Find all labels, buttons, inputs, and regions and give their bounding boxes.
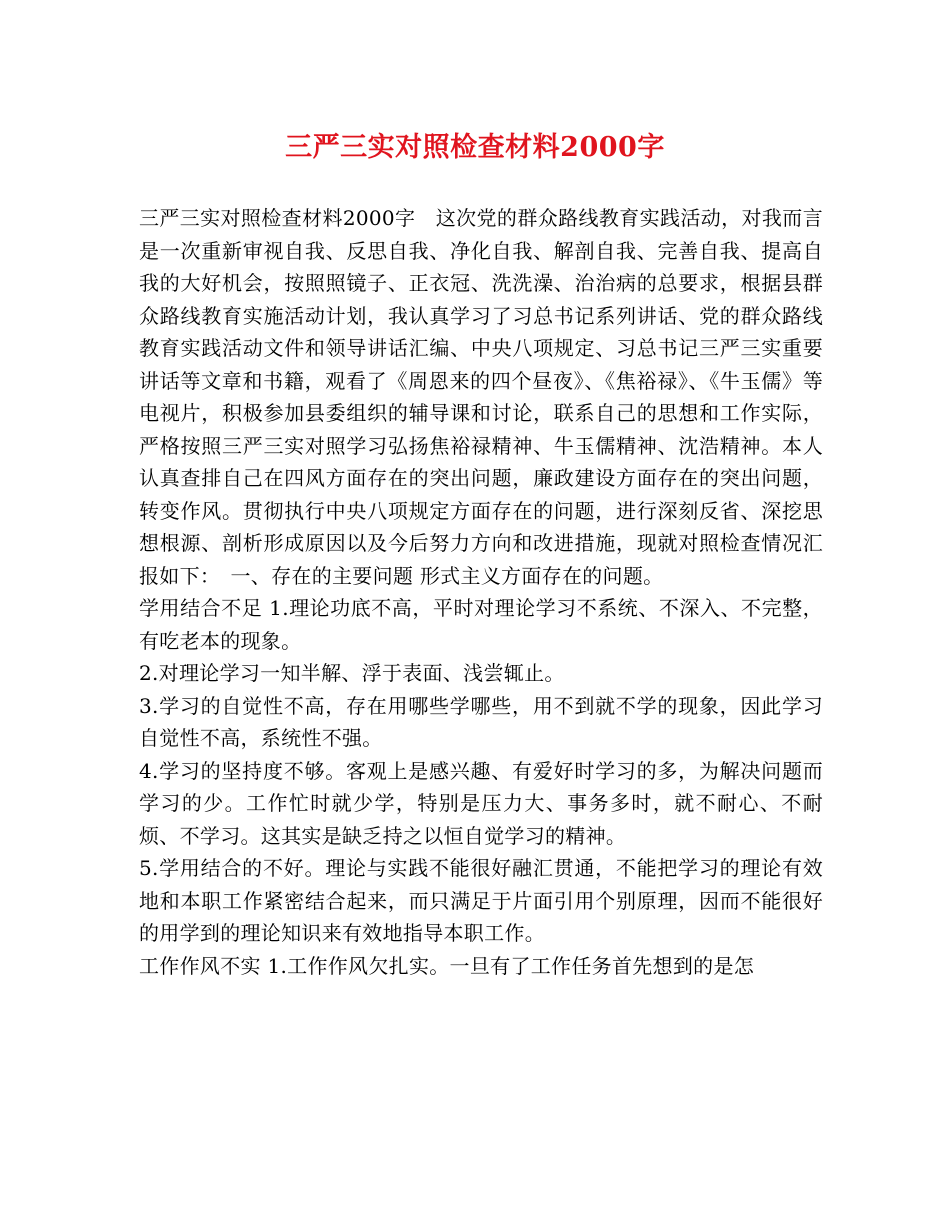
paragraph-item-1: 学用结合不足 1.理论功底不高，平时对理论学习不系统、不深入、不完整，有吃老本的现象。 [139, 596, 823, 653]
paragraph-work-style: 工作作风不实 1.工作作风欠扎实。一旦有了工作任务首先想到的是怎 [139, 953, 755, 978]
paragraph-intro: 三严三实对照检查材料2000字 这次党的群众路线教育实践活动，对我而言是一次重新审视自我、反思自我、净化自我、解剖自我、完善自我、提高自我的大好机会，按照照镜子、正衣冠、洗洗澡、治治病的总要求，根据县群众路线教育实施活动计划，我认真学习了习总书记系列讲话、党的群众路线教育实践活动文件和领导讲话汇编、中央八项规定、习总书记三严三实重要讲话等文章和书籍，观看了《周恩来的四个昼夜》、《焦裕禄》、《牛玉儒》等电视片，积极参加县委组织的辅导课和讨论，联系自己的思想和工作实际，严格按照三严三实对照学习弘扬焦裕禄精神、牛玉儒精神、沈浩精神。本人认真查排自己在四风方面存在的突出问题，廉政建设方面存在的突出问题，转变作风。贯彻执行中央八项规定方面存在的问题，进行深刻反省、深挖思想根源、剖析形成原因以及今后努力方向和改进措施，现就对照检查情况汇报如下： 一、存在的主要问题 形式主义方面存在的问题。 [139, 206, 823, 588]
document-title: 三严三实对照检查材料2000字 [285, 132, 665, 163]
paragraph-item-3: 3.学习的自觉性不高，存在用哪些学哪些，用不到就不学的现象，因此学习自觉性不高，系统性不强。 [139, 693, 823, 750]
paragraph-item-2: 2.对理论学习一知半解、浮于表面、浅尝辄止。 [139, 661, 565, 685]
document-body [139, 202, 823, 982]
paragraph-item-5: 5.学用结合的不好。理论与实践不能很好融汇贯通，不能把学习的理论有效地和本职工作紧密结合起来，而只满足于片面引用个别原理，因而不能很好的用学到的理论知识来有效地指导本职工作。 [139, 856, 823, 945]
paragraph-item-4: 4.学习的坚持度不够。客观上是感兴趣、有爱好时学习的多，为解决问题而学习的少。工作忙时就少学，特别是压力大、事务多时，就不耐心、不耐烦、不学习。这其实是缺乏持之以恒自觉学习的精神。 [139, 758, 823, 848]
